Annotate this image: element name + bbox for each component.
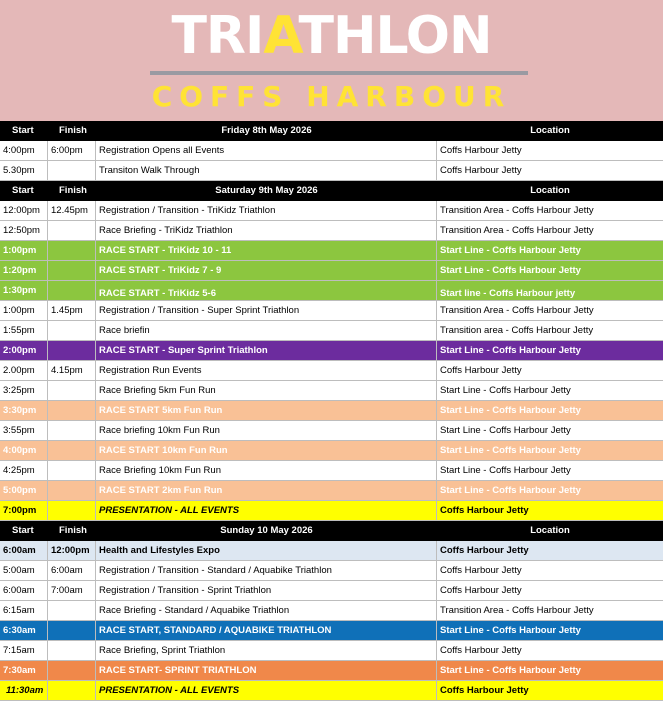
event-cell: Saturday 9th May 2026 bbox=[215, 185, 318, 196]
finish-time-cell: 6:00pm bbox=[48, 141, 96, 160]
schedule-row bbox=[0, 381, 663, 401]
event-cell: Registration / Transition - TriKidz Triathlon bbox=[96, 201, 437, 220]
start-time-cell: 7:00pm bbox=[0, 501, 48, 520]
start-time-cell: 2:00pm bbox=[0, 341, 48, 360]
finish-time-cell: 12:00pm bbox=[48, 541, 96, 560]
finish-time-cell: 12.45pm bbox=[48, 201, 96, 220]
location-cell: Start Line - Coffs Harbour Jetty bbox=[440, 445, 581, 456]
start-time-cell: 12:00pm bbox=[0, 201, 48, 220]
location-cell: Transition Area - Coffs Harbour Jetty bbox=[440, 225, 594, 236]
start-time-cell: 7:30am bbox=[0, 661, 48, 680]
event-cell: PRESENTATION - ALL EVENTS bbox=[96, 681, 437, 700]
schedule-day-header-row bbox=[0, 121, 663, 141]
finish-time-cell bbox=[48, 341, 96, 360]
schedule-row bbox=[0, 241, 663, 261]
event-cell: Registration Opens all Events bbox=[96, 141, 437, 160]
schedule-row bbox=[0, 641, 663, 661]
location-cell: Start Line - Coffs Harbour Jetty bbox=[440, 245, 581, 256]
finish-time-cell bbox=[48, 601, 96, 620]
finish-time-cell bbox=[48, 421, 96, 440]
schedule-row bbox=[0, 201, 663, 221]
location-cell: Start Line - Coffs Harbour Jetty bbox=[440, 665, 581, 676]
location-cell: Start Line - Coffs Harbour Jetty bbox=[440, 385, 571, 396]
schedule-row bbox=[0, 481, 663, 501]
finish-time-cell bbox=[48, 661, 96, 680]
location-cell: Coffs Harbour Jetty bbox=[440, 505, 529, 516]
schedule-row bbox=[0, 321, 663, 341]
start-time-cell: 4:00pm bbox=[0, 141, 48, 160]
start-time-cell: 6:30am bbox=[0, 621, 48, 640]
event-cell: RACE START, STANDARD / AQUABIKE TRIATHLON bbox=[96, 621, 437, 640]
event-cell: Race Briefing, Sprint Triathlon bbox=[96, 641, 437, 660]
start-time-cell: Start bbox=[12, 185, 34, 196]
finish-time-cell bbox=[48, 381, 96, 400]
event-cell: Registration / Transition - Super Sprint Triathlon bbox=[96, 301, 437, 320]
location-cell: Location bbox=[530, 185, 570, 196]
start-time-cell: 3:55pm bbox=[0, 421, 48, 440]
schedule-day-header-row bbox=[0, 181, 663, 201]
start-time-cell: 1:55pm bbox=[0, 321, 48, 340]
event-cell: RACE START 2km Fun Run bbox=[96, 481, 437, 500]
finish-time-cell bbox=[48, 281, 96, 300]
logo-divider bbox=[150, 71, 528, 75]
start-time-cell: Start bbox=[12, 525, 34, 536]
schedule-row bbox=[0, 261, 663, 281]
finish-time-cell bbox=[48, 401, 96, 420]
event-cell: Race Briefing - Standard / Aquabike Triathlon bbox=[96, 601, 437, 620]
location-cell: Start Line - Coffs Harbour Jetty bbox=[440, 485, 581, 496]
finish-time-cell: 7:00am bbox=[48, 581, 96, 600]
event-cell: RACE START - TriKidz 7 - 9 bbox=[96, 261, 437, 280]
finish-time-cell: 4.15pm bbox=[48, 361, 96, 380]
event-cell: RACE START - TriKidz 5-6 bbox=[96, 281, 437, 300]
location-cell: Start line - Coffs Harbour jetty bbox=[440, 288, 576, 299]
start-time-cell: 1:00pm bbox=[0, 301, 48, 320]
finish-time-cell: 6:00am bbox=[48, 561, 96, 580]
logo-triangle-letter: A bbox=[263, 6, 299, 66]
event-cell: Race Briefing 10km Fun Run bbox=[96, 461, 437, 480]
start-time-cell: 6:00am bbox=[0, 541, 48, 560]
event-cell: PRESENTATION - ALL EVENTS bbox=[96, 501, 437, 520]
location-cell: Start Line - Coffs Harbour Jetty bbox=[440, 405, 581, 416]
schedule-row bbox=[0, 601, 663, 621]
finish-time-cell bbox=[48, 241, 96, 260]
start-time-cell: 2.00pm bbox=[0, 361, 48, 380]
finish-time-cell: 1.45pm bbox=[48, 301, 96, 320]
event-cell: Transiton Walk Through bbox=[96, 161, 437, 180]
event-cell: RACE START - TriKidz 10 - 11 bbox=[96, 241, 437, 260]
logo-word-part3: THLON bbox=[298, 6, 492, 66]
logo-subtitle: COFFS HARBOUR bbox=[151, 80, 512, 113]
finish-time-cell bbox=[48, 481, 96, 500]
location-cell: Location bbox=[530, 125, 570, 136]
start-time-cell: 12:50pm bbox=[0, 221, 48, 240]
schedule-day-header-row bbox=[0, 521, 663, 541]
schedule-row bbox=[0, 161, 663, 181]
schedule-row bbox=[0, 361, 663, 381]
finish-time-cell bbox=[48, 501, 96, 520]
event-cell: Race Briefing 5km Fun Run bbox=[96, 381, 437, 400]
start-time-cell: 11:30am bbox=[0, 681, 48, 700]
location-cell: Location bbox=[530, 525, 570, 536]
start-time-cell: 1:20pm bbox=[0, 261, 48, 280]
start-time-cell: 4:00pm bbox=[0, 441, 48, 460]
schedule-row bbox=[0, 441, 663, 461]
finish-time-cell bbox=[48, 621, 96, 640]
event-cell: Race briefin bbox=[96, 321, 437, 340]
location-cell: Transition area - Coffs Harbour Jetty bbox=[440, 325, 594, 336]
start-time-cell: 5.30pm bbox=[0, 161, 48, 180]
schedule-row bbox=[0, 421, 663, 441]
event-cell: RACE START 5km Fun Run bbox=[96, 401, 437, 420]
schedule-row bbox=[0, 681, 663, 701]
event-cell: RACE START - Super Sprint Triathlon bbox=[96, 341, 437, 360]
schedule-row bbox=[0, 661, 663, 681]
location-cell: Coffs Harbour Jetty bbox=[440, 685, 529, 696]
start-time-cell: 5:00am bbox=[0, 561, 48, 580]
event-cell: RACE START 10km Fun Run bbox=[96, 441, 437, 460]
event-cell: Sunday 10 May 2026 bbox=[220, 525, 313, 536]
location-cell: Start Line - Coffs Harbour Jetty bbox=[440, 465, 571, 476]
finish-time-cell bbox=[48, 441, 96, 460]
schedule-row bbox=[0, 341, 663, 361]
schedule-row bbox=[0, 281, 663, 301]
location-cell: Start Line - Coffs Harbour Jetty bbox=[440, 345, 581, 356]
start-time-cell: 3:25pm bbox=[0, 381, 48, 400]
location-cell: Coffs Harbour Jetty bbox=[440, 645, 522, 656]
event-cell: Health and Lifestyles Expo bbox=[96, 541, 437, 560]
finish-time-cell bbox=[48, 261, 96, 280]
schedule-row bbox=[0, 301, 663, 321]
finish-time-cell bbox=[48, 221, 96, 240]
event-cell: Registration / Transition - Sprint Triathlon bbox=[96, 581, 437, 600]
event-cell: RACE START- SPRINT TRIATHLON bbox=[96, 661, 437, 680]
start-time-cell: 1:00pm bbox=[0, 241, 48, 260]
start-time-cell: 7:15am bbox=[0, 641, 48, 660]
finish-time-cell bbox=[48, 461, 96, 480]
start-time-cell: 6:00am bbox=[0, 581, 48, 600]
start-time-cell: 4:25pm bbox=[0, 461, 48, 480]
finish-time-cell: Finish bbox=[59, 525, 87, 536]
start-time-cell: 6:15am bbox=[0, 601, 48, 620]
location-cell: Start Line - Coffs Harbour Jetty bbox=[440, 425, 571, 436]
location-cell: Coffs Harbour Jetty bbox=[440, 365, 522, 376]
location-cell: Start Line - Coffs Harbour Jetty bbox=[440, 625, 581, 636]
event-cell: Friday 8th May 2026 bbox=[221, 125, 312, 136]
start-time-cell: 1:30pm bbox=[0, 281, 48, 300]
finish-time-cell bbox=[48, 321, 96, 340]
finish-time-cell bbox=[48, 161, 96, 180]
location-cell: Transition Area - Coffs Harbour Jetty bbox=[440, 305, 594, 316]
location-cell: Coffs Harbour Jetty bbox=[440, 585, 522, 596]
start-time-cell: 5:00pm bbox=[0, 481, 48, 500]
finish-time-cell bbox=[48, 641, 96, 660]
schedule-row bbox=[0, 541, 663, 561]
start-time-cell: Start bbox=[12, 125, 34, 136]
event-schedule-table bbox=[0, 121, 663, 701]
location-cell: Start Line - Coffs Harbour Jetty bbox=[440, 265, 581, 276]
event-cell: Race Briefing - TriKidz Triathlon bbox=[96, 221, 437, 240]
finish-time-cell: Finish bbox=[59, 125, 87, 136]
finish-time-cell bbox=[48, 681, 96, 700]
start-time-cell: 3:30pm bbox=[0, 401, 48, 420]
schedule-row bbox=[0, 621, 663, 641]
event-cell: Registration Run Events bbox=[96, 361, 437, 380]
location-cell: Coffs Harbour Jetty bbox=[440, 165, 522, 176]
schedule-row bbox=[0, 221, 663, 241]
schedule-row bbox=[0, 561, 663, 581]
location-cell: Transition Area - Coffs Harbour Jetty bbox=[440, 605, 594, 616]
schedule-row bbox=[0, 501, 663, 521]
schedule-row bbox=[0, 581, 663, 601]
location-cell: Coffs Harbour Jetty bbox=[440, 545, 529, 556]
schedule-row bbox=[0, 401, 663, 421]
event-header-banner bbox=[0, 0, 663, 121]
event-cell: Race briefing 10km Fun Run bbox=[96, 421, 437, 440]
location-cell: Coffs Harbour Jetty bbox=[440, 565, 522, 576]
location-cell: Coffs Harbour Jetty bbox=[440, 145, 522, 156]
schedule-row bbox=[0, 461, 663, 481]
event-cell: Registration / Transition - Standard / Aquabike Triathlon bbox=[96, 561, 437, 580]
logo-word-part1: TRI bbox=[171, 6, 264, 66]
triathlon-logo bbox=[0, 6, 663, 66]
schedule-row bbox=[0, 141, 663, 161]
finish-time-cell: Finish bbox=[59, 185, 87, 196]
location-cell: Transition Area - Coffs Harbour Jetty bbox=[440, 205, 594, 216]
